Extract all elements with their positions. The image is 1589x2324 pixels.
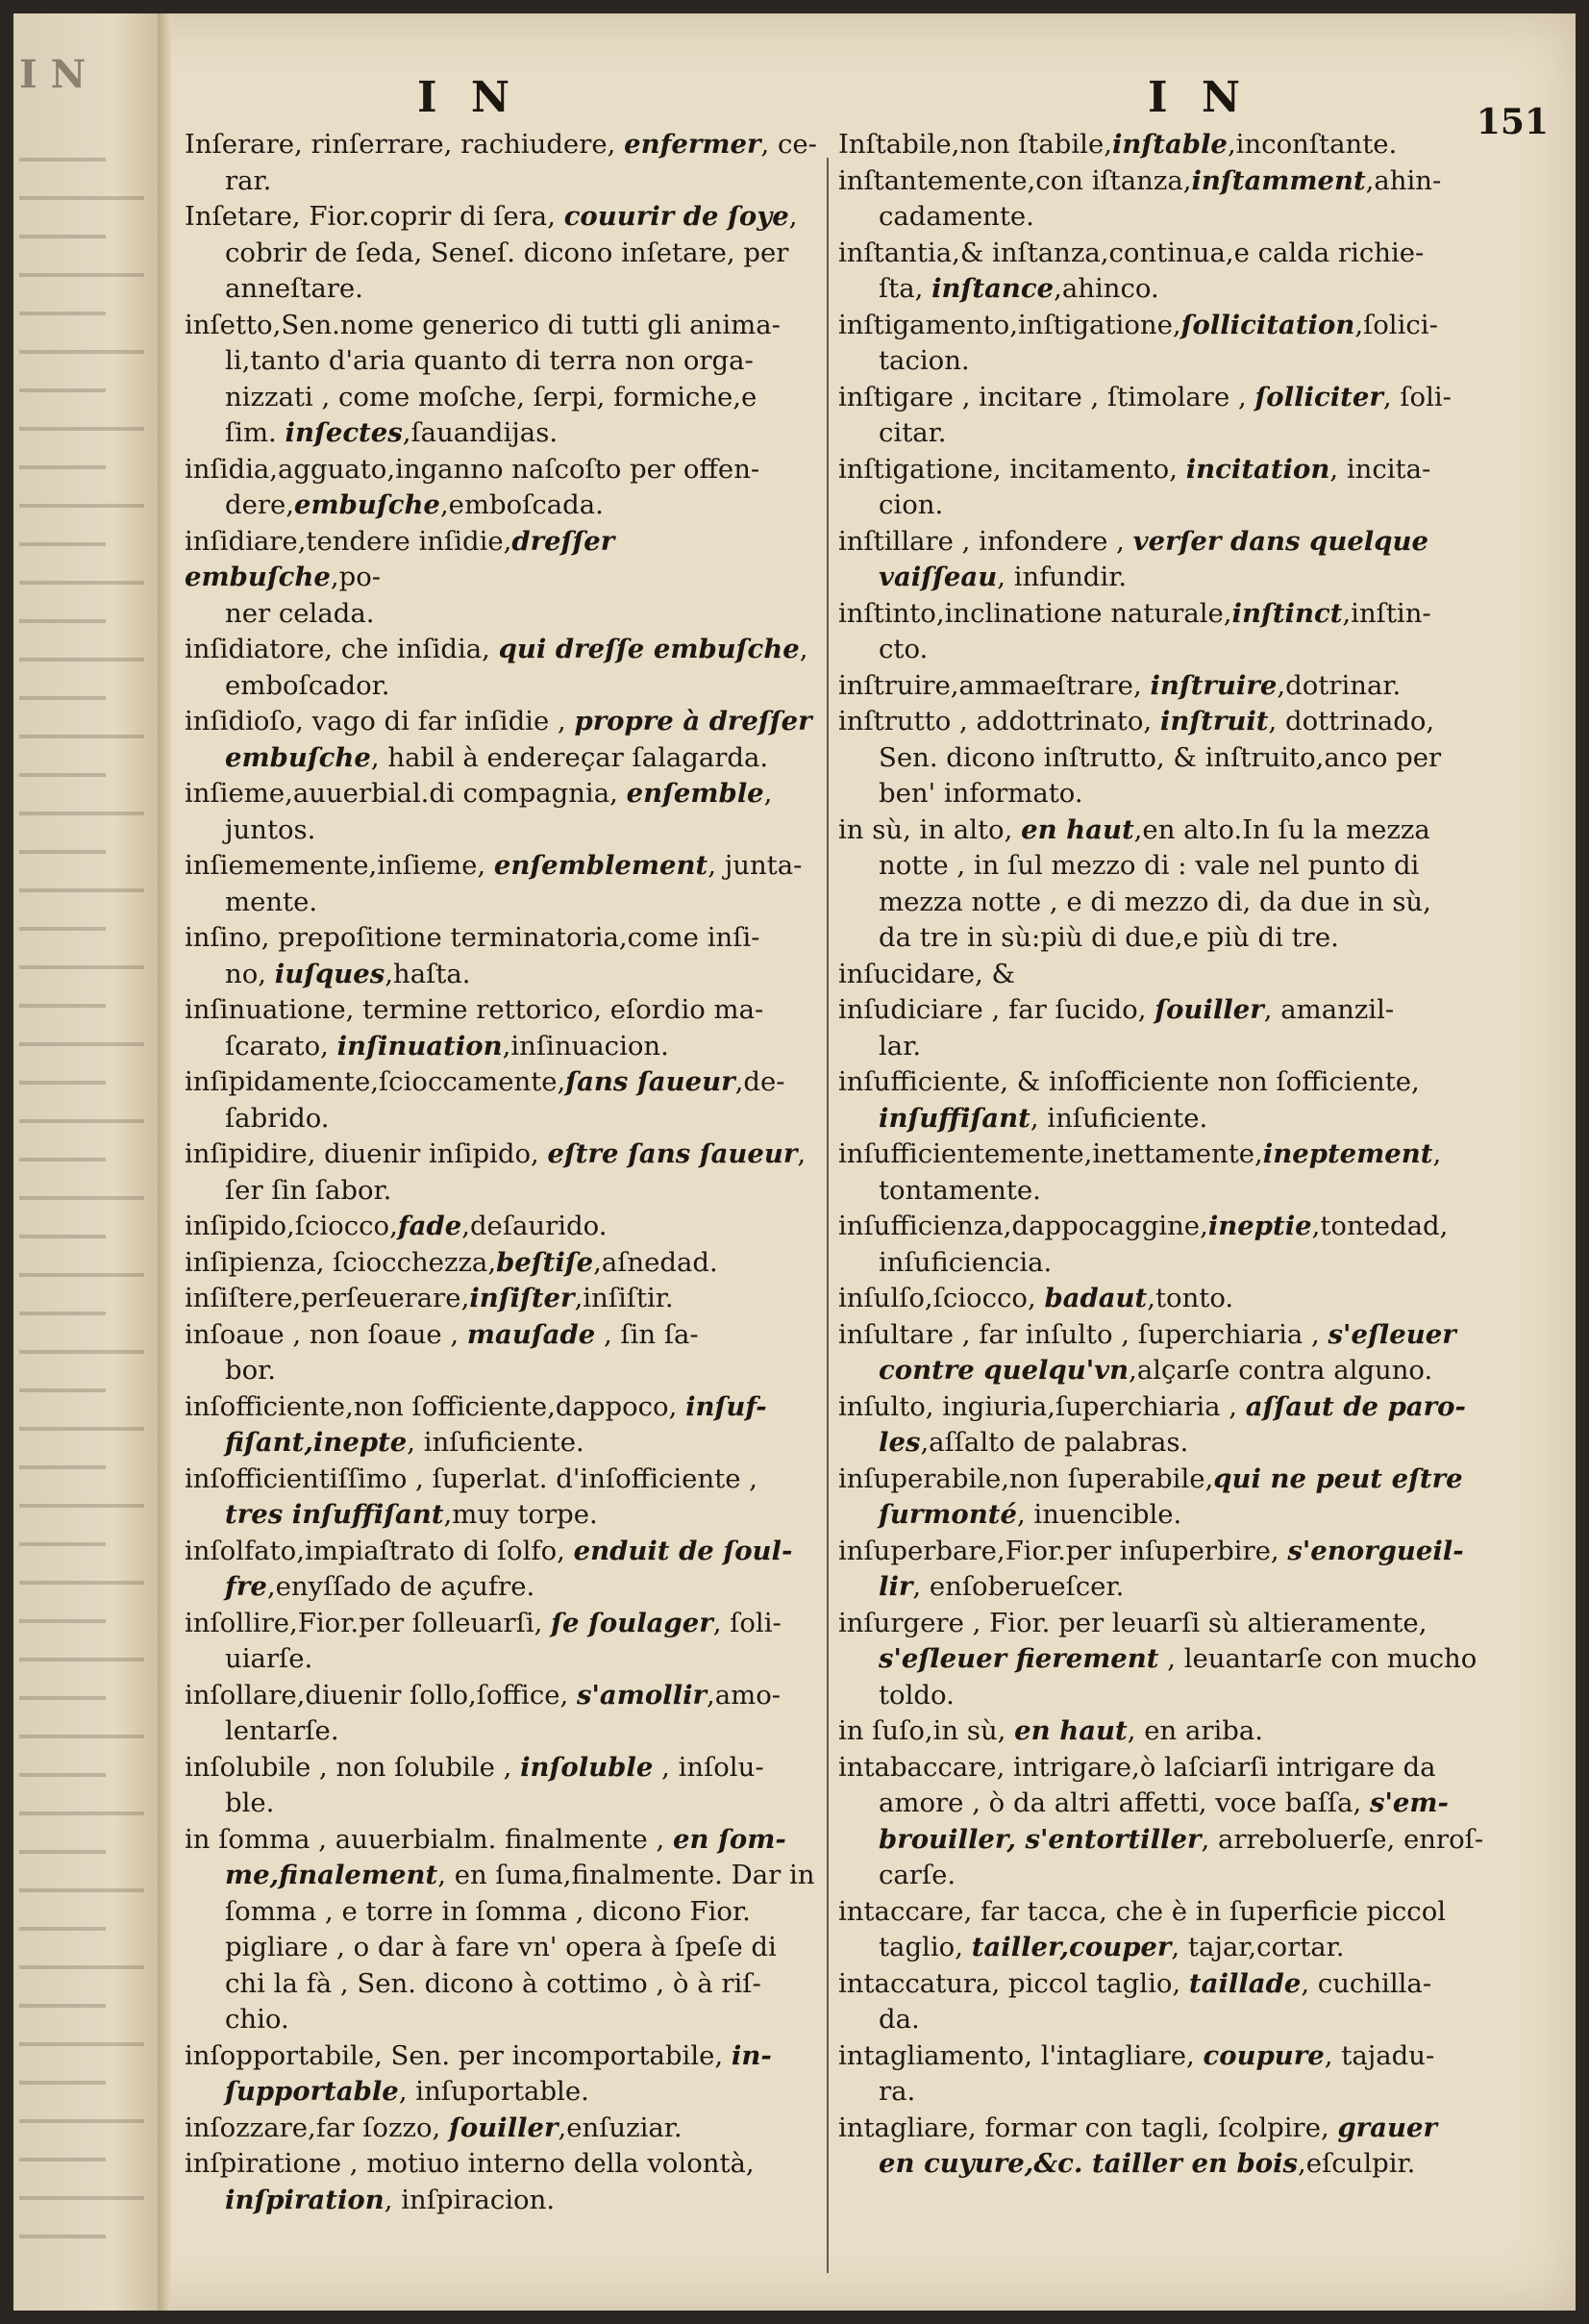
entry-headline: inſtruire,ammaeſtrare, inſtruire,dotrinar. <box>838 669 1402 701</box>
dictionary-entry <box>838 1966 1550 2038</box>
entry-continuation: ſabrido. <box>225 1102 330 1134</box>
entry-continuation: vaiſſeau, infundir. <box>879 562 1128 592</box>
dictionary-entry <box>185 1822 819 2038</box>
adjacent-text-line <box>19 850 106 854</box>
entry-continuation: tontamente. <box>879 1174 1041 1206</box>
dictionary-entry <box>838 1462 1550 1534</box>
adjacent-text-line <box>19 619 106 623</box>
entry-headline: inſidiare,tendere inſidie,dreſſer embuſche,po- <box>185 525 615 592</box>
dictionary-entry <box>838 812 1550 957</box>
entry-headline: inſufficienza,dappocaggine,ineptie,tontedad, <box>838 1211 1449 1241</box>
adjacent-text-line <box>19 1465 106 1469</box>
entry-continuation: notte , in ſul mezzo di : vale nel punto di <box>879 850 1420 881</box>
adjacent-text-line <box>19 735 144 738</box>
entry-continuation: juntos. <box>225 813 316 845</box>
entry-continuation: toldo. <box>879 1679 955 1711</box>
entry-headline: in ſomma , auuerbialm. finalmente , en ſom- <box>185 1823 786 1855</box>
dictionary-entry <box>185 199 819 308</box>
adjacent-text-line <box>19 2196 144 2200</box>
entry-headline: inſtillare , infondere , verſer dans quelque <box>838 525 1428 557</box>
adjacent-text-line <box>19 696 106 700</box>
dictionary-entry <box>185 776 819 848</box>
adjacent-text-line <box>19 2158 106 2162</box>
entry-continuation: citar. <box>879 417 947 448</box>
entry-headline: inſufficientemente,inettamente,ineptement, <box>838 1138 1442 1169</box>
dictionary-entry <box>185 1750 819 1822</box>
adjacent-text-line <box>19 1004 106 1008</box>
entry-headline: inſipidamente,ſcioccamente,ſans ſaueur,de- <box>185 1066 785 1097</box>
dictionary-entry <box>185 1462 819 1534</box>
adjacent-text-line <box>19 388 106 392</box>
entry-headline: inſulſo,ſciocco, badaut,tonto. <box>838 1283 1234 1313</box>
adjacent-text-line <box>19 1042 144 1046</box>
adjacent-text-line <box>19 1812 144 1815</box>
entry-headline: inſuperbare,Fior.per inſuperbire, s'enorgueil- <box>838 1535 1464 1566</box>
entry-headline: inſollire,Fior.per ſolleuarſi, ſe ſoulager, ſoli- <box>185 1607 782 1638</box>
entry-headline: inſolfato,impiaſtrato di ſolfo, enduit de ſoul- <box>185 1535 793 1566</box>
entry-continuation: cto. <box>879 634 929 664</box>
entry-continuation: ſupportable, inſuportable. <box>225 2076 589 2107</box>
entry-continuation: amore , ò da altri affetti, voce baſſa, s'em- <box>879 1787 1449 1818</box>
entry-headline: Inſerare, rinſerrare, rachiudere, enfermer, ce- <box>185 129 817 160</box>
entry-continuation: emboſcador. <box>225 669 390 701</box>
entry-headline: inſidioſo, vago di far inſidie , propre à dreſſer <box>185 706 812 737</box>
entry-headline: inſidia,agguato,inganno naſcoſto per offen- <box>185 453 760 485</box>
entry-headline: inſolubile , non ſolubile , inſoluble , inſolu- <box>185 1751 764 1783</box>
entry-continuation: cadamente. <box>879 201 1034 232</box>
entry-headline: inſucidare, & <box>838 958 1015 989</box>
entry-headline: inſipidire, diuenir inſipido, eſtre ſans ſaueur, <box>185 1138 807 1169</box>
entry-continuation: mente. <box>225 886 318 917</box>
entry-continuation: ſer ſin ſabor. <box>225 1174 392 1206</box>
dictionary-entry <box>838 163 1550 236</box>
dictionary-entry <box>838 2038 1550 2111</box>
dictionary-entry <box>838 596 1550 668</box>
adjacent-text-line <box>19 427 144 431</box>
dictionary-entry <box>838 1750 1550 1894</box>
entry-continuation: ble. <box>225 1787 275 1818</box>
entry-headline: inſidiatore, che inſidia, qui dreſſe embuſche, <box>185 634 808 664</box>
dictionary-entry <box>185 2146 819 2218</box>
entry-continuation: da tre in sù:più di due,e più di tre. <box>879 922 1339 953</box>
dictionary-entry <box>185 920 819 992</box>
entry-continuation: brouiller, s'entortiller, arreboluerſe, enroſ- <box>879 1823 1484 1855</box>
dictionary-entry <box>838 668 1550 705</box>
adjacent-text-line <box>19 1658 144 1662</box>
adjacent-text-line <box>19 1619 106 1623</box>
adjacent-text-line <box>19 2004 106 2008</box>
entry-headline: intaccare, far tacca, che è in ſuperficie piccol <box>838 1895 1447 1927</box>
adjacent-text-line <box>19 1158 106 1162</box>
entry-continuation: tacion. <box>879 345 970 376</box>
entry-continuation: no, iuſques,haſta. <box>225 958 471 989</box>
adjacent-text-line <box>19 542 106 546</box>
dictionary-entry <box>185 2038 819 2111</box>
entry-headline: inſofficientiſſimo , ſuperlat. d'inſofficiente , <box>185 1462 757 1494</box>
entry-continuation: lentarſe. <box>225 1715 339 1746</box>
entry-continuation: da. <box>879 2004 920 2035</box>
entry-headline: in ſuſo,in sù, en haut, en ariba. <box>838 1715 1264 1746</box>
entry-headline: inſipienza, ſciocchezza,beſtiſe,aſnedad. <box>185 1246 718 1278</box>
entry-continuation: anneſtare. <box>225 273 363 304</box>
adjacent-text-line <box>19 196 144 200</box>
adjacent-text-line <box>19 812 144 815</box>
adjacent-text-line <box>19 1850 106 1854</box>
adjacent-text-line <box>19 1735 144 1738</box>
entry-continuation: lar. <box>879 1030 922 1062</box>
entry-continuation: bor. <box>225 1355 277 1386</box>
entry-headline: intagliare, formar con tagli, ſcolpire, grauer <box>838 2112 1437 2143</box>
entry-headline: inſollare,diuenir ſollo,ſoffice, s'amollir,amo- <box>185 1679 782 1711</box>
dictionary-entry <box>185 308 819 452</box>
entry-continuation: ſta, inſtance,ahinco. <box>879 273 1159 304</box>
entry-headline: Inſtabile,non ſtabile,inſtable,inconſtante. <box>838 129 1398 160</box>
entry-headline: inſtinto,inclinatione naturale,inſtinct,inſtin- <box>838 597 1431 629</box>
adjacent-text-line <box>19 1081 106 1085</box>
dictionary-entry <box>185 1606 819 1678</box>
entry-continuation: ner celada. <box>225 597 375 629</box>
dictionary-entry <box>838 704 1550 812</box>
adjacent-text-line <box>19 1504 144 1508</box>
entry-continuation: ſurmonté, inuencible. <box>879 1499 1182 1530</box>
entry-continuation: pigliare , o dar à fare vn' opera à ſpeſe di <box>225 1932 777 1962</box>
dictionary-entry <box>838 1281 1550 1317</box>
dictionary-entry <box>838 1137 1550 1209</box>
entry-headline: inſofficiente,non ſofficiente,dappoco, inſuf- <box>185 1390 767 1422</box>
entry-continuation: ſomma , e torre in ſomma , dicono Fior. <box>225 1895 751 1927</box>
adjacent-text-line <box>19 1273 144 1277</box>
entry-continuation: lir, enſoberueſcer. <box>879 1571 1125 1602</box>
adjacent-text-line <box>19 1965 144 1969</box>
entry-headline: inſultare , far inſulto , ſuperchiaria , s'eſleuer <box>838 1318 1456 1350</box>
dictionary-entry <box>185 1317 819 1389</box>
adjacent-text-line <box>19 581 144 585</box>
dictionary-entry <box>185 1245 819 1282</box>
dictionary-entry <box>185 452 819 524</box>
right-column <box>838 127 1550 2183</box>
dictionary-entry <box>838 380 1550 452</box>
entry-headline: inſieme,auuerbial.di compagnia, enſemble, <box>185 778 773 809</box>
entry-continuation: s'eſleuer fierement , leuantarſe con mucho <box>879 1643 1477 1674</box>
entry-continuation: me,finalement, en ſuma,finalmente. Dar in <box>225 1860 815 1890</box>
adjacent-text-line <box>19 1696 106 1700</box>
entry-headline: inſpiratione , motiuo interno della volontà, <box>185 2148 755 2179</box>
entry-headline: inſtrutto , addottrinato, inſtruit, dottrinado, <box>838 706 1435 737</box>
entry-headline: inſino, prepoſitione terminatoria,come inſi- <box>185 922 760 953</box>
entry-continuation: uiarſe. <box>225 1643 313 1674</box>
dictionary-entry <box>838 308 1550 380</box>
entry-headline: inſiſtere,perſeuerare,inſiſter,inſiſtir. <box>185 1283 674 1313</box>
entry-continuation: les,aſſalto de palabras. <box>879 1427 1189 1458</box>
adjacent-text-line <box>19 965 144 969</box>
adjacent-text-line <box>19 2235 106 2238</box>
entry-headline: inſetto,Sen.nome generico di tutti gli anima- <box>185 309 781 340</box>
entry-continuation: contre quelqu'vn,alçarſe contra alguno. <box>879 1355 1433 1386</box>
entry-headline: intaccatura, piccol taglio, taillade, cuchilla- <box>838 1967 1432 1999</box>
dictionary-entry <box>185 524 819 633</box>
column-divider <box>827 158 829 2273</box>
adjacent-text-line <box>19 1196 144 1200</box>
entry-headline: inſufficiente, & inſofficiente non ſofficiente, <box>838 1066 1420 1097</box>
entry-headline: intagliamento, l'intagliare, coupure, tajadu- <box>838 2039 1435 2071</box>
adjacent-text-line <box>19 2042 144 2046</box>
adjacent-text-line <box>19 2119 144 2123</box>
running-head-left: I N <box>417 73 520 122</box>
dictionary-entry <box>185 1064 819 1137</box>
book-page <box>13 13 1576 2311</box>
dictionary-entry <box>838 524 1550 596</box>
entry-headline: inſulto, ingiuria,ſuperchiaria , aſſaut de paro- <box>838 1390 1466 1422</box>
entry-continuation: mezza notte , e di mezzo di, da due in sù, <box>879 886 1431 917</box>
entry-headline: inſoaue , non ſoaue , mauſade , ſin ſa- <box>185 1318 699 1350</box>
entry-continuation: li,tanto d'aria quanto di terra non orga- <box>225 345 754 376</box>
entry-headline: inſuperabile,non ſuperabile,qui ne peut eſtre <box>838 1462 1463 1494</box>
entry-headline: inſipido,ſciocco,fade,deſaurido. <box>185 1211 608 1241</box>
adjacent-text-line <box>19 2081 106 2085</box>
adjacent-text-line <box>19 465 106 469</box>
adjacent-text-line <box>19 312 106 315</box>
dictionary-entry <box>838 1389 1550 1462</box>
entry-continuation: cobrir de ſeda, Seneſ. dicono inſetare, per <box>225 237 789 268</box>
entry-continuation: ra. <box>879 2076 916 2107</box>
dictionary-entry <box>838 1606 1550 1714</box>
dictionary-entry <box>838 992 1550 1064</box>
entry-headline: inſtigare , incitare , ſtimolare , ſolliciter, ſoli- <box>838 381 1452 412</box>
dictionary-entry <box>838 1894 1550 1966</box>
entry-continuation: chio. <box>225 2004 289 2035</box>
entry-continuation: en cuyure,&c. tailler en bois,eſculpir. <box>879 2148 1416 2179</box>
adjacent-text-line <box>19 273 144 277</box>
dictionary-entry <box>838 236 1550 308</box>
dictionary-entry <box>185 1137 819 1209</box>
adjacent-text-line <box>19 1427 144 1431</box>
entry-headline: inſtantemente,con iſtanza,inſtamment,ahin- <box>838 164 1442 196</box>
adjacent-text-line <box>19 1542 106 1546</box>
entry-continuation: ſcarato, inſinuation,inſinuacion. <box>225 1030 669 1062</box>
page-number: 151 <box>1476 102 1549 142</box>
dictionary-entry <box>838 1209 1550 1281</box>
entry-continuation: fiſant,inepte, inſuficiente. <box>225 1427 584 1458</box>
dictionary-entry <box>185 848 819 920</box>
dictionary-entry <box>838 127 1550 163</box>
entry-headline: inſtantia,& inſtanza,continua,e calda richie- <box>838 237 1425 268</box>
dictionary-entry <box>185 1678 819 1750</box>
dictionary-entry <box>838 1064 1550 1137</box>
dictionary-entry <box>838 2111 1550 2183</box>
adjacent-running-head: I N <box>19 52 87 97</box>
entry-continuation: dere,embuſche,emboſcada. <box>225 489 604 520</box>
dictionary-entry <box>838 452 1550 524</box>
dictionary-entry <box>185 1389 819 1462</box>
entry-continuation: inſpiration, inſpiracion. <box>225 2184 556 2215</box>
entry-continuation: tres inſuffiſant,muy torpe. <box>225 1499 598 1530</box>
adjacent-text-line <box>19 1581 144 1585</box>
adjacent-text-line <box>19 927 106 931</box>
adjacent-text-line <box>19 1119 144 1123</box>
entry-continuation: fre,enyſſado de açufre. <box>225 1571 535 1602</box>
dictionary-entry <box>185 127 819 199</box>
entry-headline: inſtigamento,inſtigatione,ſollicitation,ſolici- <box>838 309 1438 340</box>
entry-continuation: carſe. <box>879 1860 956 1890</box>
dictionary-entry <box>185 1534 819 1606</box>
entry-headline: inſtigatione, incitamento, incitation, incita- <box>838 453 1431 485</box>
entry-continuation: ben' informato. <box>879 778 1083 809</box>
adjacent-text-line <box>19 658 144 662</box>
dictionary-entry <box>185 704 819 776</box>
adjacent-text-line <box>19 235 106 238</box>
adjacent-text-line <box>19 1888 144 1892</box>
dictionary-entry <box>185 1209 819 1245</box>
page-gutter <box>158 13 171 2311</box>
entry-headline: inſurgere , Fior. per leuarſi sù altieramente, <box>838 1607 1428 1638</box>
entry-continuation: Sen. dicono inſtrutto, & inſtruito,anco per <box>879 741 1442 773</box>
entry-continuation: embuſche, habil à endereçar ſalagarda. <box>225 741 769 773</box>
adjacent-text-line <box>19 888 144 892</box>
dictionary-entry <box>185 632 819 704</box>
entry-headline: inſiememente,inſieme, enſemblement, junta- <box>185 850 803 881</box>
adjacent-text-line <box>19 350 144 354</box>
dictionary-entry <box>838 957 1550 993</box>
adjacent-page-strip <box>13 13 158 2311</box>
entry-headline: intabaccare, intrigare,ò laſciarſi intrigare da <box>838 1751 1436 1783</box>
adjacent-text-line <box>19 773 106 777</box>
running-head-right: I N <box>1148 73 1251 122</box>
entry-headline: inſozzare,far ſozzo, ſouiller,enſuziar. <box>185 2112 683 2143</box>
adjacent-text-line <box>19 1350 144 1354</box>
entry-headline: inſinuatione, termine rettorico, eſordio ma- <box>185 994 764 1025</box>
entry-continuation: cion. <box>879 489 944 520</box>
entry-headline: inſopportabile, Sen. per incomportabile, in- <box>185 2039 772 2071</box>
dictionary-entry <box>838 1317 1550 1389</box>
adjacent-text-line <box>19 1773 106 1777</box>
dictionary-entry <box>185 992 819 1064</box>
dictionary-entry <box>185 2111 819 2147</box>
entry-continuation: taglio, tailler,couper, tajar,cortar. <box>879 1932 1345 1962</box>
adjacent-text-line <box>19 1312 106 1315</box>
dictionary-entry <box>185 1281 819 1317</box>
adjacent-text-line <box>19 1927 106 1931</box>
dictionary-entry <box>838 1713 1550 1750</box>
left-column <box>185 127 819 2218</box>
adjacent-text-line <box>19 1235 106 1238</box>
entry-headline: inſudiciare , far ſucido, ſouiller, amanzil- <box>838 994 1395 1025</box>
adjacent-text-line <box>19 1388 106 1392</box>
entry-continuation: inſuffiſant, inſuficiente. <box>879 1102 1208 1134</box>
entry-continuation: rar. <box>225 164 272 196</box>
adjacent-text-line <box>19 504 144 508</box>
adjacent-text-line <box>19 158 106 162</box>
entry-continuation: inſuficiencia. <box>879 1246 1053 1278</box>
entry-continuation: nizzati , come moſche, ſerpi, formiche,e <box>225 381 757 412</box>
entry-headline: in sù, in alto, en haut,en alto.In ſu la mezza <box>838 813 1430 845</box>
entry-headline: Inſetare, Fior.coprir di ſera, couurir de ſoye, <box>185 201 798 232</box>
entry-continuation: chi la fà , Sen. dicono à cottimo , ò à riſ- <box>225 1967 761 1999</box>
entry-continuation: ſim. inſectes,ſauandijas. <box>225 417 559 448</box>
dictionary-entry <box>838 1534 1550 1606</box>
